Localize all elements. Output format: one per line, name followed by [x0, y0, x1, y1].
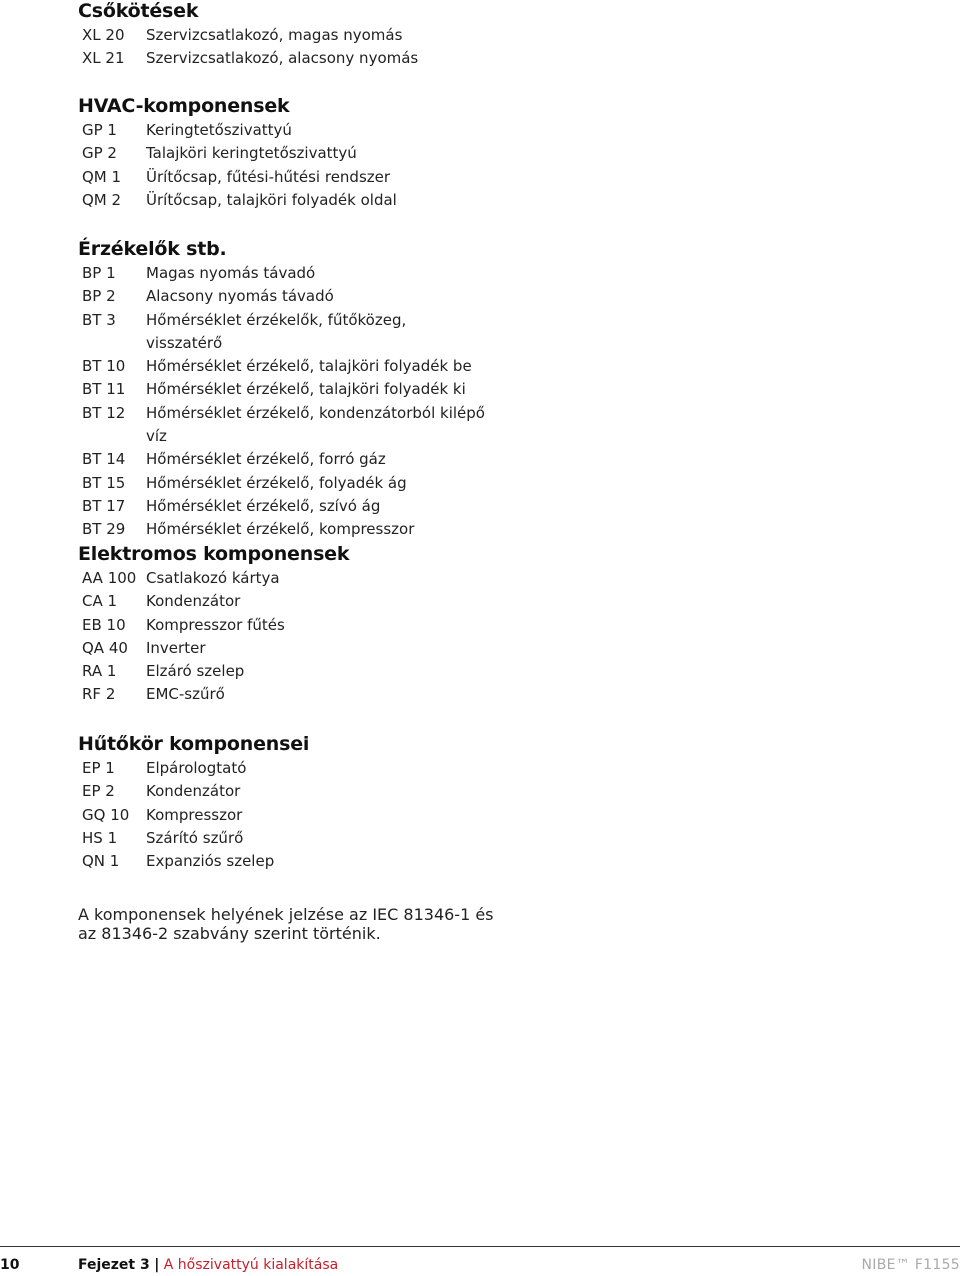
list-item — [78, 660, 486, 683]
list-item — [78, 780, 486, 803]
section-sensors — [78, 238, 486, 542]
component-description: Hőmérséklet érzékelő, szívó ág — [146, 496, 381, 515]
component-code: GP 2 — [82, 144, 117, 163]
brand-product-name: NIBE™ F1155 — [861, 1257, 960, 1273]
component-list — [78, 24, 486, 71]
component-description: EMC-szűrő — [146, 685, 225, 704]
section-title: Hűtőkör komponensei — [78, 733, 310, 755]
component-description: Hőmérséklet érzékelő, kompresszor — [146, 520, 415, 539]
component-code: BP 1 — [82, 264, 116, 282]
list-item — [78, 378, 486, 401]
list-item — [78, 402, 486, 449]
list-item — [78, 637, 486, 660]
component-description: Keringtetőszivattyú — [146, 121, 292, 139]
component-description: Elzáró szelep — [146, 662, 245, 681]
component-description: Kondenzátor — [146, 592, 241, 611]
component-list — [78, 262, 486, 542]
component-description: Kompresszor fűtés — [146, 615, 285, 634]
component-code: CA 1 — [82, 592, 118, 611]
list-item — [78, 309, 486, 356]
chapter-title: A hőszivattyú kialakítása — [163, 1257, 339, 1273]
component-code: EB 10 — [82, 615, 126, 634]
component-description: Hőmérséklet érzékelő, kondenzátorból kilépő víz — [146, 403, 485, 446]
list-item — [78, 262, 486, 285]
list-item — [78, 614, 486, 637]
component-code: EP 1 — [82, 759, 115, 777]
component-list — [78, 119, 486, 212]
list-item — [78, 683, 486, 706]
component-description: Szervizcsatlakozó, alacsony nyomás — [146, 49, 419, 68]
list-item — [78, 47, 486, 70]
component-description: Kondenzátor — [146, 782, 241, 801]
list-item — [78, 119, 486, 142]
component-description: Talajköri keringtetőszivattyú — [146, 144, 357, 163]
component-code: BP 2 — [82, 287, 116, 306]
component-description: Csatlakozó kártya — [146, 569, 280, 587]
section-refrigerant-circuit — [78, 733, 486, 873]
list-item — [78, 495, 486, 518]
component-list — [78, 567, 486, 707]
list-item — [78, 285, 486, 308]
list-item — [78, 472, 486, 495]
component-code: XL 20 — [82, 26, 125, 44]
section-title: Elektromos komponensek — [78, 543, 350, 565]
component-code: XL 21 — [82, 49, 125, 68]
component-code: BT 29 — [82, 520, 126, 539]
list-item — [78, 448, 486, 471]
component-description: Szervizcsatlakozó, magas nyomás — [146, 26, 403, 44]
section-pipe-connections — [78, 0, 486, 71]
page-number: 10 — [0, 1257, 20, 1273]
component-code: BT 11 — [82, 380, 126, 399]
list-item — [78, 189, 486, 212]
list-item — [78, 24, 486, 47]
component-description: Inverter — [146, 638, 206, 657]
component-description: Ürítőcsap, fűtési-hűtési rendszer — [146, 167, 391, 186]
component-code: GQ 10 — [82, 805, 130, 824]
component-description: Elpárologtató — [146, 759, 247, 777]
section-title: HVAC-komponensek — [78, 95, 290, 117]
section-electrical-components — [78, 543, 486, 707]
chapter-separator: | — [154, 1257, 160, 1273]
list-item — [78, 757, 486, 780]
component-description: Magas nyomás távadó — [146, 264, 316, 282]
standard-note: A komponensek helyének jelzése az IEC 81346-1 és az 81346-2 szabvány szerint történik. — [78, 905, 494, 943]
component-code: EP 2 — [82, 782, 115, 801]
component-code: RF 2 — [82, 685, 116, 704]
component-description: Hőmérséklet érzékelő, forró gáz — [146, 450, 386, 469]
component-code: AA 100 — [82, 569, 137, 587]
component-code: GP 1 — [82, 121, 117, 139]
component-code: QM 2 — [82, 190, 122, 209]
component-code: QN 1 — [82, 852, 120, 871]
list-item — [78, 166, 486, 189]
component-description: Hőmérséklet érzékelő, talajköri folyadék ki — [146, 380, 466, 399]
component-description: Hőmérséklet érzékelők, fűtőközeg, visszatérő — [146, 310, 407, 352]
chapter-heading — [78, 1257, 338, 1273]
component-description: Hőmérséklet érzékelő, folyadék ág — [146, 473, 407, 492]
list-item — [78, 804, 486, 827]
component-description: Kompresszor — [146, 805, 243, 824]
section-title: Érzékelők stb. — [78, 238, 227, 260]
footer-divider — [0, 1246, 960, 1247]
component-description: Hőmérséklet érzékelő, talajköri folyadék be — [146, 357, 472, 376]
component-code: BT 3 — [82, 310, 116, 329]
component-description: Expanziós szelep — [146, 852, 275, 871]
component-list — [78, 757, 486, 873]
component-code: BT 14 — [82, 450, 126, 469]
component-code: BT 17 — [82, 496, 126, 515]
section-hvac-components — [78, 95, 486, 212]
list-item — [78, 567, 486, 590]
list-item — [78, 590, 486, 613]
list-item — [78, 850, 486, 873]
component-code: QA 40 — [82, 638, 128, 657]
component-description: Szárító szűrő — [146, 828, 244, 847]
component-code: BT 10 — [82, 357, 126, 376]
list-item — [78, 142, 486, 165]
section-title: Csőkötések — [78, 0, 199, 22]
component-code: QM 1 — [82, 167, 122, 186]
chapter-label: Fejezet 3 — [78, 1257, 150, 1273]
list-item — [78, 518, 486, 541]
component-code: RA 1 — [82, 662, 117, 681]
list-item — [78, 355, 486, 378]
list-item — [78, 827, 486, 850]
component-code: BT 15 — [82, 473, 126, 492]
component-description: Ürítőcsap, talajköri folyadék oldal — [146, 190, 397, 209]
component-code: HS 1 — [82, 828, 118, 847]
page-footer — [0, 1246, 960, 1276]
component-code: BT 12 — [82, 403, 126, 422]
component-description: Alacsony nyomás távadó — [146, 287, 334, 306]
